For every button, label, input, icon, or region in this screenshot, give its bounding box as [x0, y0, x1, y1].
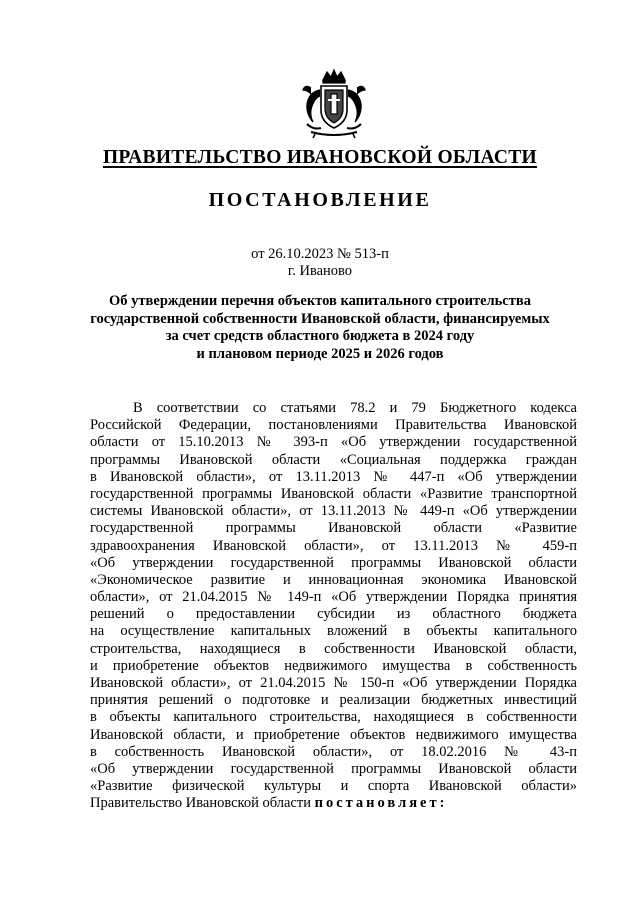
- date-number: от 26.10.2023 № 513-п: [251, 246, 389, 262]
- body-line: решений о предоставлении субсидии из областного бюджета: [90, 606, 577, 623]
- body-line: области от 15.10.2013 № 393-п «Об утверждении государственной: [90, 434, 577, 451]
- subject-line: и плановом периоде 2025 и 2026 годов: [196, 345, 444, 362]
- body-line: и приобретение объектов недвижимого имущества в собственность: [90, 657, 577, 674]
- body-line: принятия решений о подготовке и реализации бюджетных инвестиций: [90, 692, 577, 709]
- body-text: [90, 400, 577, 813]
- body-last-line-prefix: Правительство Ивановской области: [90, 795, 311, 812]
- body-line: «Развитие физической культуры и спорта Ивановской области»: [90, 778, 577, 795]
- body-line: в объекты капитального строительства, находящиеся в собственности: [90, 709, 577, 726]
- subject-title: [80, 293, 560, 363]
- body-last-line: [90, 795, 577, 812]
- body-line: Ивановской области», от 21.04.2015 № 150-п «Об утверждении Порядка: [90, 675, 577, 691]
- body-line: здравоохранения Ивановской области», от 13.11.2013 № 459-п: [90, 537, 577, 554]
- body-line: программы Ивановской области «Социальная поддержка граждан: [90, 451, 577, 468]
- body-line: «Экономическое развитие и инновационная экономика Ивановской: [90, 571, 577, 588]
- body-line: на осуществление капитальных вложений в объекты капитального: [90, 623, 577, 640]
- decree-word: постановляет:: [314, 795, 448, 812]
- body-line: «Об утверждении государственной программы Ивановской области: [90, 760, 577, 777]
- body-line: «Об утверждении государственной программы Ивановской области: [90, 554, 577, 571]
- document-type: ПОСТАНОВЛЕНИЕ: [208, 189, 432, 211]
- body-line: В соответствии со статьями 78.2 и 79 Бюджетного кодекса: [133, 400, 577, 416]
- body-line: Ивановской области, и приобретение объектов недвижимого имущества: [90, 726, 577, 743]
- body-line: Российской Федерации, постановлениями Правительства Ивановской: [90, 417, 577, 434]
- body-line: государственной программы Ивановской области «Развитие транспортной: [90, 485, 577, 502]
- body-line: системы Ивановской области», от 13.11.2013 № 449-п «Об утверждении: [90, 503, 577, 520]
- body-line: государственной программы Ивановской области «Развитие: [90, 520, 577, 537]
- city: г. Иваново: [287, 263, 353, 279]
- body-line: в собственность Ивановской области», от 18.02.2016 № 43-п: [90, 743, 577, 760]
- subject-line: государственной собственности Ивановской области, финансируемых: [90, 310, 550, 327]
- body-line: строительства, находящиеся в собственности Ивановской области,: [90, 640, 577, 657]
- body-line: области», от 21.04.2015 № 149-п «Об утверждении Порядка принятия: [90, 589, 577, 606]
- subject-line: Об утверждении перечня объектов капитального строительства: [109, 293, 531, 309]
- body-line: в Ивановской области», от 13.11.2013 № 447-п «Об утверждении: [90, 468, 577, 485]
- coat-of-arms-icon: [297, 66, 371, 140]
- government-title: ПРАВИТЕЛЬСТВО ИВАНОВСКОЙ ОБЛАСТИ: [102, 147, 538, 168]
- subject-line: за счет средств областного бюджета в 2024 году: [165, 328, 475, 344]
